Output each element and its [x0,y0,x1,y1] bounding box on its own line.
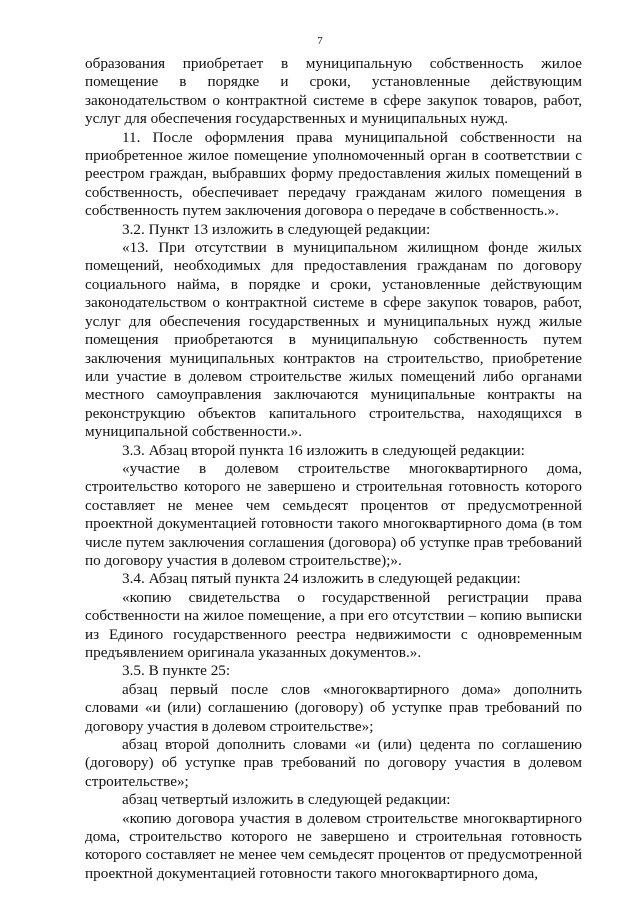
paragraph-quote-3-4: «копию свидетельства о государственной регистрации права собственности на жилое помещение, а при его отсутствии – копию выписки из Единого государственного реестра недвижимости с одновременным предъявлением оригинала указанных документов.». [85,588,582,661]
paragraph-clause-11: 11. После оформления права муниципальной собственности на приобретенное жилое помещение уполномоченный орган в соответствии с реестром граждан, выбравших форму предоставления жилых помещений в собственность, обеспечивает передачу гражданам жилого помещения в собственность путем заключения договора о передаче в собственность.». [85,128,582,220]
paragraph-item-3-5: 3.5. В пункте 25: [122,662,231,680]
paragraph-quote-abzac-4: «копию договора участия в долевом строительстве многоквартирного дома, строительство которого не завершено и строительная готовность которого составляет не менее чем семьдесят процентов от предусмотренной проектной документацией готовности такого многоквартирного дома, [85,809,582,882]
paragraph-quote-3-3: «участие в долевом строительстве многоквартирного дома, строительство которого не завершено и строительная готовность которого составляет не менее чем семьдесят процентов от предусмотренной проектной документацией готовности такого многоквартирного дома (в том числе путем заключения соглашения (договора) об уступке прав требований по договору участия в долевом строительстве);». [85,459,582,569]
document-body [85,55,582,883]
paragraph-item-3-2: 3.2. Пункт 13 изложить в следующей редакции: [122,220,431,238]
paragraph-item-3-4: 3.4. Абзац пятый пункта 24 изложить в следующей редакции: [122,570,521,588]
paragraph-continuation: образования приобретает в муниципальную собственность жилое помещение в порядке и сроки, установленные действующим законодательством о контрактной системе в сфере закупок товаров, работ, услуг для обеспечения государственных и муниципальных нужд. [85,55,582,128]
paragraph-item-3-3: 3.3. Абзац второй пункта 16 изложить в следующей редакции: [122,441,525,459]
paragraph-abzac-1: абзац первый после слов «многоквартирного дома» дополнить словами «и (или) соглашению (договору) об уступке прав требований по договору участия в долевом строительстве»; [85,680,582,735]
paragraph-clause-13: «13. При отсутствии в муниципальном жилищном фонде жилых помещений, необходимых для предоставления гражданам по договору социального найма, в порядке и сроки, установленные действующим законодательством о контрактной системе в сфере закупок товаров, работ, услуг для обеспечения государственных и муниципальных нужд жилые помещения приобретаются в муниципальную собственность путем заключения муниципальных контрактов на строительство, приобретение или участие в долевом строительстве жилых помещений либо органами местного самоуправления заключаются муниципальные контракты на реконструкцию объектов капитального строительства, находящихся в муниципальной собственности.». [85,239,582,441]
paragraph-abzac-2: абзац второй дополнить словами «и (или) цедента по соглашению (договору) об уступке прав требований по договору участия в долевом строительстве»; [85,736,582,790]
paragraph-abzac-4: абзац четвертый изложить в следующей редакции: [122,791,451,809]
page-number: 7 [317,35,323,47]
